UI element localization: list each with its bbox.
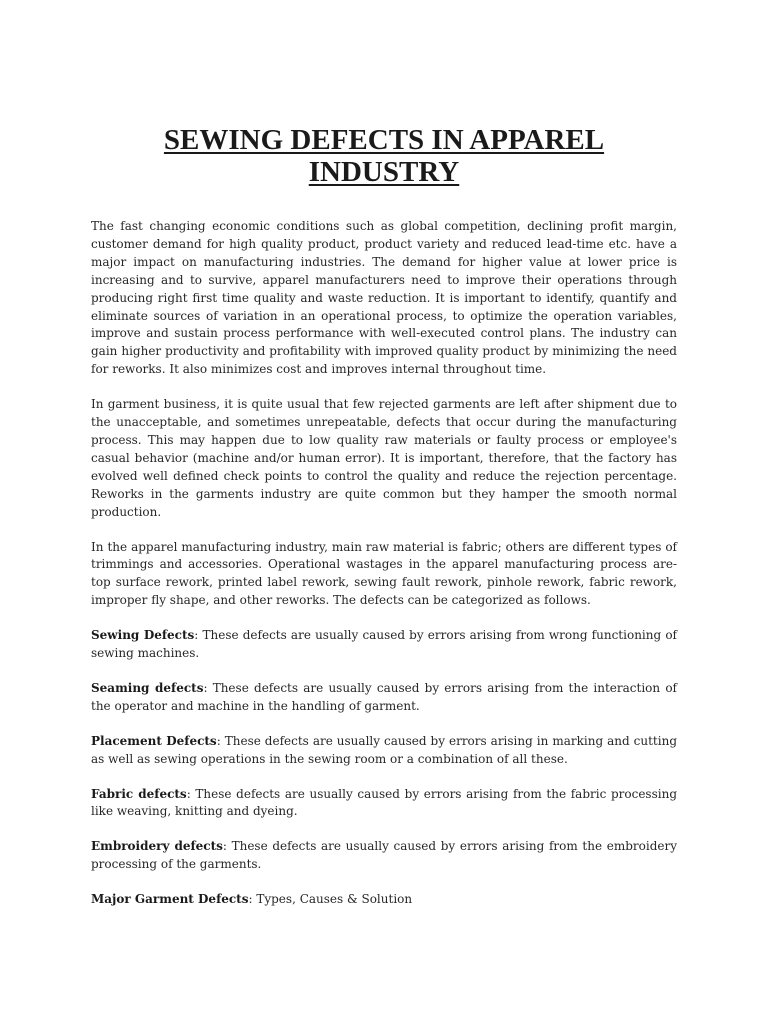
defect-term: Fabric defects	[91, 786, 187, 801]
defect-term: Seaming defects	[91, 680, 204, 695]
defect-description: : These defects are usually caused by errors arising from the interaction of the operator and machine in the handling of garment.	[91, 680, 677, 713]
paragraph-raw-material: In the apparel manufacturing industry, main raw material is fabric; others are different types of trimmings and accessories. Operational wastages in the apparel manufacturing process are- top surface rework, printed label rework, sewing fault rework, pinhole rework, fabric rework, improper fly shape, and other reworks. The defects can be categorized as follows.	[91, 539, 677, 608]
defect-item-sewing	[91, 627, 677, 663]
defect-item-fabric	[91, 786, 677, 822]
defect-term: Major Garment Defects	[91, 892, 249, 907]
defect-item-seaming	[91, 680, 677, 716]
defect-term: Embroidery defects	[91, 839, 223, 854]
defect-item-major-garment	[91, 891, 677, 909]
defect-description: : These defects are usually caused by errors arising in marking and cutting as well as sewing operations in the sewing room or a combination of all these.	[91, 733, 678, 766]
paragraph-intro: The fast changing economic conditions such as global competition, declining profit margin, customer demand for high quality product, product variety and reduced lead-time etc. have a major impact on manufacturing industries. The demand for higher value at lower price is increasing and to survive, apparel manufacturers need to improve their operations through producing right first time quality and waste reduction. It is important to identify, quantify and eliminate sources of variation in an operational process, to optimize the operation variables, improve and sustain process performance with well-executed control plans. The industry can gain higher productivity and profitability with improved quality product by minimizing the need for reworks. It also minimizes cost and improves internal throughout time.	[91, 219, 677, 377]
defect-description: : These defects are usually caused by errors arising from the embroidery processing of the garments.	[91, 839, 677, 872]
defect-description: : Types, Causes & Solution	[248, 892, 413, 907]
defect-term: Sewing Defects	[91, 628, 195, 643]
defect-term: Placement Defects	[91, 733, 217, 748]
defect-description: : These defects are usually caused by errors arising from wrong functioning of sewing machines.	[91, 628, 677, 661]
defect-item-placement	[91, 733, 677, 769]
paragraph-garment-business: In garment business, it is quite usual that few rejected garments are left after shipment due to the unacceptable, and sometimes unrepeatable, defects that occur during the manufacturing process. This may happen due to low quality raw materials or faulty process or employee's casual behavior (machine and/or human error). It is important, therefore, that the factory has evolved well defined check points to control the quality and reduce the rejection percentage. Reworks in the garments industry are quite common but they hamper the smooth normal production.	[91, 397, 677, 519]
defect-description: : These defects are usually caused by errors arising from the fabric processing like weaving, knitting and dyeing.	[91, 786, 677, 819]
defect-item-embroidery	[91, 838, 677, 874]
document-body	[91, 218, 677, 926]
document-title: SEWING DEFECTS IN APPAREL INDUSTRY	[163, 124, 605, 188]
